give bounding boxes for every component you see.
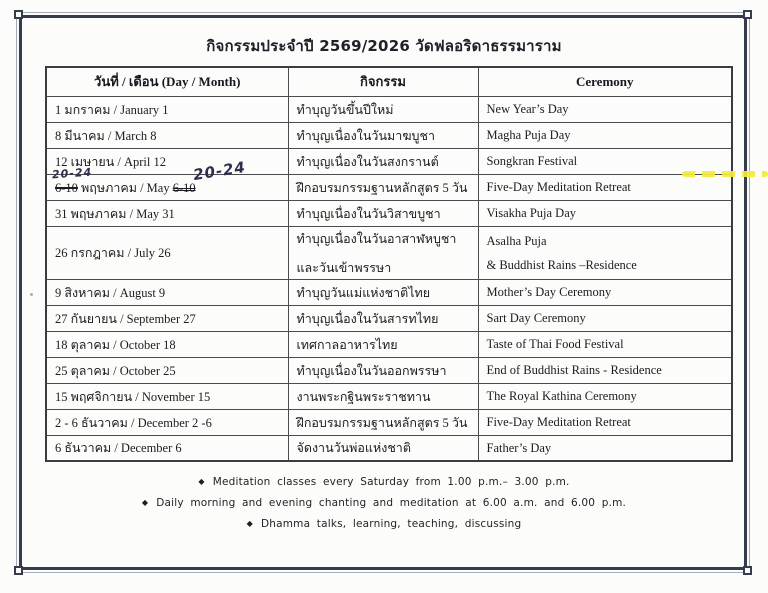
date-cell: 25 ตุลาคม / October 25: [46, 357, 288, 383]
activity-cell: ฝึกอบรมกรรมฐานหลักสูตร 5 วัน: [288, 174, 478, 200]
date-cell: 6 ธันวาคม / December 6: [46, 435, 288, 461]
note-item: [0, 496, 768, 510]
date-cell: 9 สิงหาคม / August 9: [46, 279, 288, 305]
activity-cell: จัดงานวันพ่อแห่งชาติ: [288, 435, 478, 461]
corner-ornament: [14, 10, 23, 19]
date-cell: 15 พฤศจิกายน / November 15: [46, 383, 288, 409]
note-text: Dhamma talks, learning, teaching, discussing: [260, 518, 522, 530]
struck-date-text: 6-10: [55, 180, 78, 195]
table-row: [46, 409, 732, 435]
header-day-month: วันที่ / เดือน (Day / Month): [46, 67, 288, 96]
table-row: [46, 331, 732, 357]
note-text: Meditation classes every Saturday from 1.00 p.m.– 3.00 p.m.: [212, 476, 570, 488]
table-row: [46, 357, 732, 383]
activity-cell: [288, 226, 478, 279]
table-row: [46, 174, 732, 200]
ceremony-cell: End of Buddhist Rains - Residence: [478, 357, 732, 383]
scan-speck: [30, 293, 33, 296]
activity-cell: ทำบุญเนื่องในวันสงกรานต์: [288, 148, 478, 174]
note-text: Daily morning and evening chanting and meditation at 6.00 a.m. and 6.00 p.m.: [156, 497, 627, 509]
ceremony-cell: Five-Day Meditation Retreat: [478, 409, 732, 435]
ceremony-line2: & Buddhist Rains –Residence: [486, 257, 637, 272]
table-row: [46, 305, 732, 331]
diamond-bullet-icon: ◆: [246, 519, 253, 528]
ceremony-line1: Asalha Puja: [486, 233, 547, 248]
footer-notes: [0, 475, 768, 538]
table-row: [46, 122, 732, 148]
ceremony-cell: Magha Puja Day: [478, 122, 732, 148]
handwritten-correction: 20-24: [191, 157, 248, 184]
note-item: [0, 517, 768, 531]
date-cell: 1 มกราคม / January 1: [46, 96, 288, 122]
activity-cell: ทำบุญเนื่องในวันมาฆบูชา: [288, 122, 478, 148]
date-text: พฤษภาคม / May: [77, 180, 173, 195]
ceremony-cell: Five-Day Meditation Retreat: [478, 174, 732, 200]
date-cell: 31 พฤษภาคม / May 31: [46, 200, 288, 226]
table-row: [46, 435, 732, 461]
ceremony-cell: Father’s Day: [478, 435, 732, 461]
date-cell: 27 กันยายน / September 27: [46, 305, 288, 331]
activity-line1: ทำบุญเนื่องในวันอาสาฬหบูชา: [296, 231, 457, 246]
activity-cell: ทำบุญวันแม่แห่งชาติไทย: [288, 279, 478, 305]
header-activity: กิจกรรม: [288, 67, 478, 96]
activity-cell: ฝึกอบรมกรรมฐานหลักสูตร 5 วัน: [288, 409, 478, 435]
handwritten-correction: 20-24: [51, 165, 93, 181]
table-row: [46, 279, 732, 305]
activity-cell: ทำบุญเนื่องในวันออกพรรษา: [288, 357, 478, 383]
table-row: [46, 96, 732, 122]
table-row: [46, 148, 732, 174]
ceremony-cell: Sart Day Ceremony: [478, 305, 732, 331]
corner-ornament: [14, 566, 23, 575]
note-item: [0, 475, 768, 489]
ceremony-cell: The Royal Kathina Ceremony: [478, 383, 732, 409]
date-cell: 8 มีนาคม / March 8: [46, 122, 288, 148]
activity-cell: ทำบุญเนื่องในวันวิสาขบูชา: [288, 200, 478, 226]
corner-ornament: [743, 10, 752, 19]
activity-cell: เทศกาลอาหารไทย: [288, 331, 478, 357]
date-cell: 18 ตุลาคม / October 18: [46, 331, 288, 357]
date-cell: 26 กรกฎาคม / July 26: [46, 226, 288, 279]
activity-line2: และวันเข้าพรรษา: [296, 260, 392, 275]
date-cell: 12 เมษายน / April 12: [46, 148, 288, 174]
ceremony-cell: Visakha Puja Day: [478, 200, 732, 226]
yellow-highlighter-mark: [682, 171, 768, 177]
corner-ornament: [743, 566, 752, 575]
ceremony-cell: New Year’s Day: [478, 96, 732, 122]
activity-cell: งานพระกฐินพระราชทาน: [288, 383, 478, 409]
ceremony-cell: Mother’s Day Ceremony: [478, 279, 732, 305]
diamond-bullet-icon: ◆: [141, 498, 149, 507]
activity-cell: ทำบุญเนื่องในวันสารทไทย: [288, 305, 478, 331]
diamond-bullet-icon: ◆: [198, 477, 205, 486]
ceremony-cell: Taste of Thai Food Festival: [478, 331, 732, 357]
header-row: [46, 67, 732, 96]
date-cell: 2 - 6 ธันวาคม / December 2 -6: [46, 409, 288, 435]
ceremony-cell: [478, 226, 732, 279]
table-row: [46, 200, 732, 226]
activity-cell: ทำบุญวันขึ้นปีใหม่: [288, 96, 478, 122]
struck-date-text: 6-10: [172, 180, 196, 195]
ceremony-cell: Songkran Festival: [478, 148, 732, 174]
schedule-table: [45, 66, 733, 462]
document-title: กิจกรรมประจำปี 2569/2026 วัดฟลอริดาธรรมาราม: [206, 37, 562, 55]
header-ceremony: Ceremony: [478, 67, 732, 96]
table-row: [46, 383, 732, 409]
table-row: [46, 226, 732, 279]
